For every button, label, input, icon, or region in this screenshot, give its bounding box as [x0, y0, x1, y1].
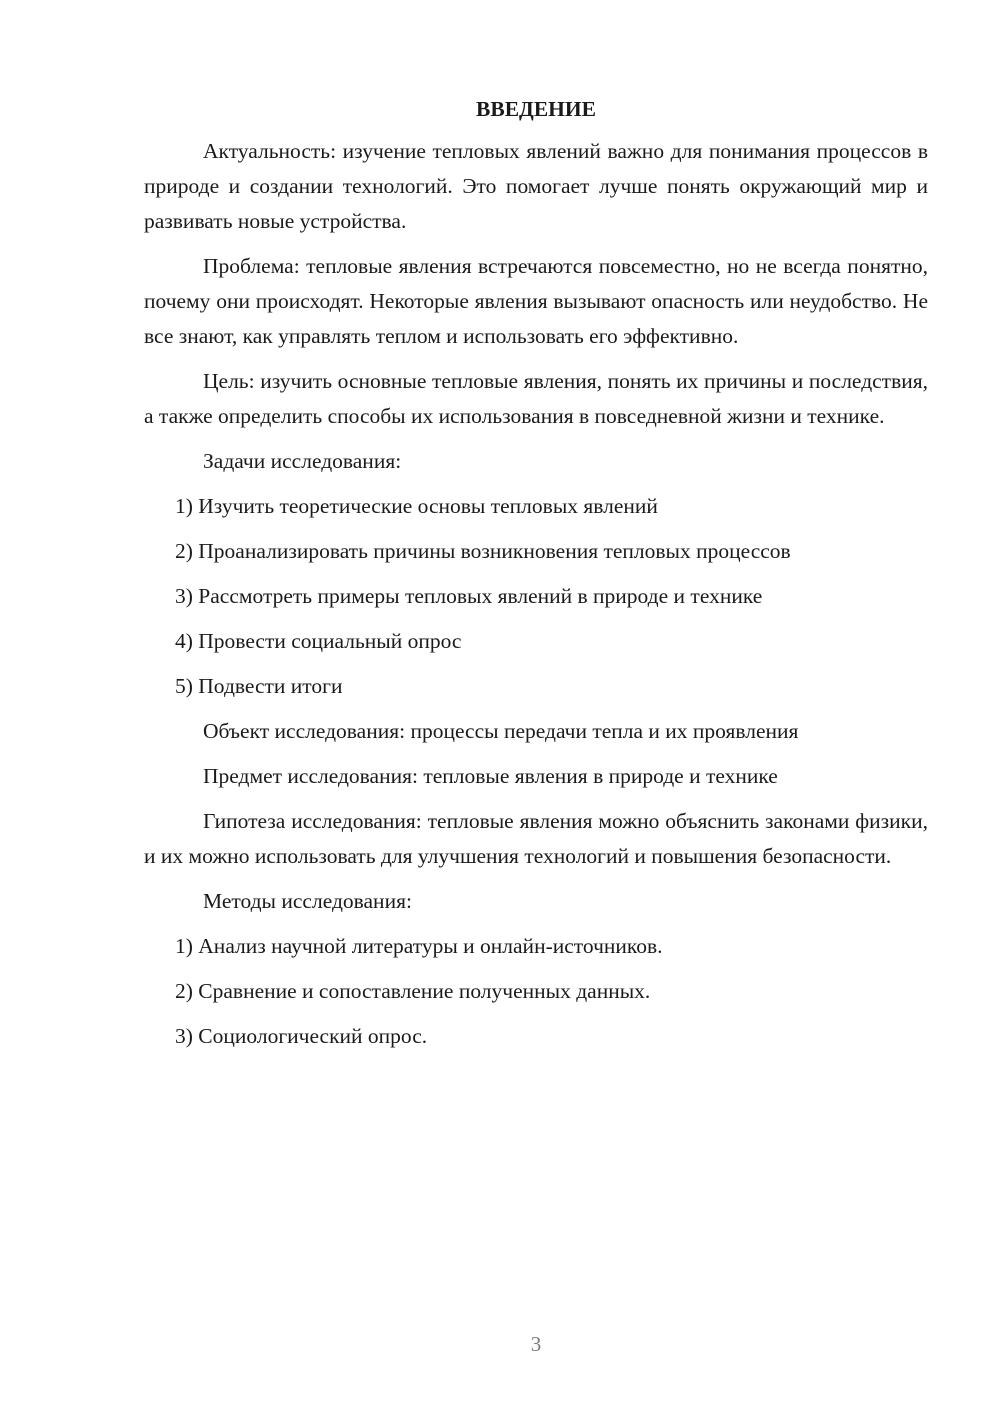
document-page	[144, 92, 928, 1064]
list-item: 5) Подвести итоги	[175, 674, 343, 698]
list-item: 3) Рассмотреть примеры тепловых явлений в природе и технике	[175, 584, 763, 608]
research-object: Объект исследования: процессы передачи тепла и их проявления	[203, 719, 799, 743]
list-item: 1) Анализ научной литературы и онлайн-источников.	[175, 934, 663, 958]
tasks-title: Задачи исследования:	[203, 449, 402, 473]
list-item: 2) Проанализировать причины возникновения тепловых процессов	[175, 539, 791, 563]
hypothesis-paragraph: Гипотеза исследования: тепловые явления можно объяснить законами физики, и их можно использовать для улучшения технологий и повышения безопасности.	[144, 809, 928, 868]
list-item: 2) Сравнение и сопоставление полученных данных.	[175, 979, 651, 1003]
research-subject: Предмет исследования: тепловые явления в природе и технике	[203, 764, 778, 788]
list-item: 1) Изучить теоретические основы тепловых явлений	[175, 494, 658, 518]
goal-paragraph: Цель: изучить основные тепловые явления, понять их причины и последствия, а также определить способы их использования в повседневной жизни и технике.	[144, 369, 928, 428]
relevance-paragraph: Актуальность: изучение тепловых явлений важно для понимания процессов в природе и создании технологий. Это помогает лучше понять окружающий мир и развивать новые устройства.	[144, 139, 928, 233]
list-item: 3) Социологический опрос.	[175, 1024, 428, 1048]
section-heading: ВВЕДЕНИЕ	[476, 97, 596, 121]
page-number: 3	[530, 1332, 542, 1356]
methods-title: Методы исследования:	[203, 889, 412, 913]
methods-list	[144, 929, 928, 1054]
problem-paragraph: Проблема: тепловые явления встречаются повсеместно, но не всегда понятно, почему они происходят. Некоторые явления вызывают опасность или неудобство. Не все знают, как управлять теплом и использовать его эффективно.	[144, 254, 928, 348]
list-item: 4) Провести социальный опрос	[175, 629, 462, 653]
tasks-list	[144, 489, 928, 704]
